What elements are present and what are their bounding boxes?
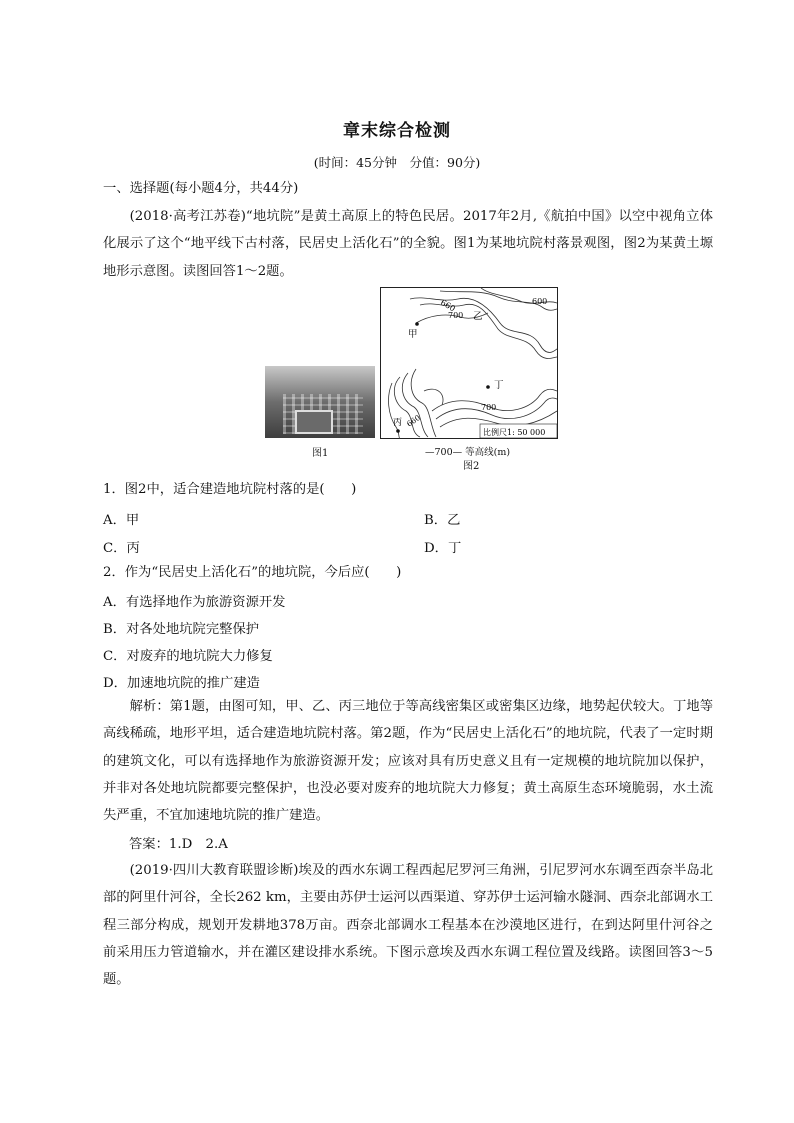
question-1-option-c: C．丙 bbox=[103, 541, 140, 556]
map-frame bbox=[381, 288, 558, 439]
contour-label-660-bottom: 660 bbox=[404, 413, 422, 429]
question-2-option-b: B．对各处地坑院完整保护 bbox=[103, 622, 260, 637]
label-yi: 乙 bbox=[473, 311, 483, 322]
point-bing bbox=[396, 429, 400, 433]
label-bing: 丙 bbox=[393, 418, 403, 428]
page-title: 章末综合检测 bbox=[343, 121, 451, 141]
question-intro-1: (2018·高考江苏卷)“地坑院”是黄土高原上的特色民居。2017年2月,《航拍中国》以空中视角立体化展示了这个“地平线下古村落，民居史上活化石”的全貌。图1为某地坑院村落景观图，图2为某黄土塬地形示意图。读图回答1～2题。 bbox=[103, 209, 713, 279]
point-jia bbox=[415, 322, 419, 326]
page-subtitle: (时间：45分钟 分值：90分) bbox=[313, 155, 481, 170]
contour-label-600: 600 bbox=[532, 297, 548, 306]
scale-label: 比例尺1: 50 000 bbox=[483, 428, 546, 437]
question-1-option-d: D．丁 bbox=[424, 541, 462, 556]
question-2-option-c: C．对废弃的地坑院大力修复 bbox=[103, 649, 273, 664]
question-1-option-b: B．乙 bbox=[424, 513, 461, 528]
question-2-option-a: A．有选择地作为旅游资源开发 bbox=[103, 595, 286, 610]
contour-label-700: 700 bbox=[448, 311, 464, 320]
label-jia: 甲 bbox=[408, 329, 418, 340]
point-ding bbox=[486, 385, 490, 389]
village-photo bbox=[265, 366, 375, 438]
question-1-option-a: A．甲 bbox=[103, 513, 140, 528]
question-2-stem: 2．作为“民居史上活化石”的地坑院，今后应( ) bbox=[103, 565, 402, 580]
question-2-option-d: D．加速地坑院的推广建造 bbox=[103, 676, 260, 691]
question-1-stem: 1．图2中，适合建造地坑院村落的是( ) bbox=[103, 482, 357, 497]
analysis-text: 解析：第1题，由图可知，甲、乙、丙三地位于等高线密集区或密集区边缘，地势起伏较大。丁地等高线稀疏，地形平坦，适合建造地坑院村落。第2题，作为“民居史上活化石”的地坑院，代表了一定时期的建筑文化，可以有选择地作为旅游资源开发；应该对具有历史意义且有一定规模的地坑院加以保护，并非对各处地坑院都要完整保护，也没必要对废弃的地坑院大力修复；黄土高原生态环境脆弱，水土流失严重，不宜加速地坑院的推广建造。 bbox=[103, 699, 713, 824]
contour-map bbox=[380, 287, 558, 439]
contour-label-660: 660 bbox=[439, 297, 457, 314]
photo-pit-courtyard bbox=[295, 410, 333, 434]
section-heading: 一、选择题(每小题4分，共44分) bbox=[103, 181, 299, 196]
contour-label-700-mid: 700 bbox=[481, 403, 497, 412]
map-legend: —700— 等高线(m) bbox=[425, 447, 511, 458]
answer-text: 答案：1.D 2.A bbox=[129, 837, 228, 852]
label-ding: 丁 bbox=[494, 380, 504, 391]
question-intro-2: (2019·四川大教育联盟诊断)埃及的西水东调工程西起尼罗河三角洲，引尼罗河水东调至西奈半岛北部的阿里什河谷，全长262 km，主要由苏伊士运河以西渠道、穿苏伊士运河输水隧洞、西奈北部调水工程三部分构成，规划开发耕地378万亩。西奈北部调水工程基本在沙漠地区进行，在到达阿里什河谷之前采用压力管道输水，并在灌区建设排水系统。下图示意埃及西水东调工程位置及线路。读图回答3～5题。 bbox=[103, 863, 713, 988]
figure2-caption: 图2 bbox=[463, 461, 480, 472]
figure1-caption: 图1 bbox=[312, 448, 329, 459]
